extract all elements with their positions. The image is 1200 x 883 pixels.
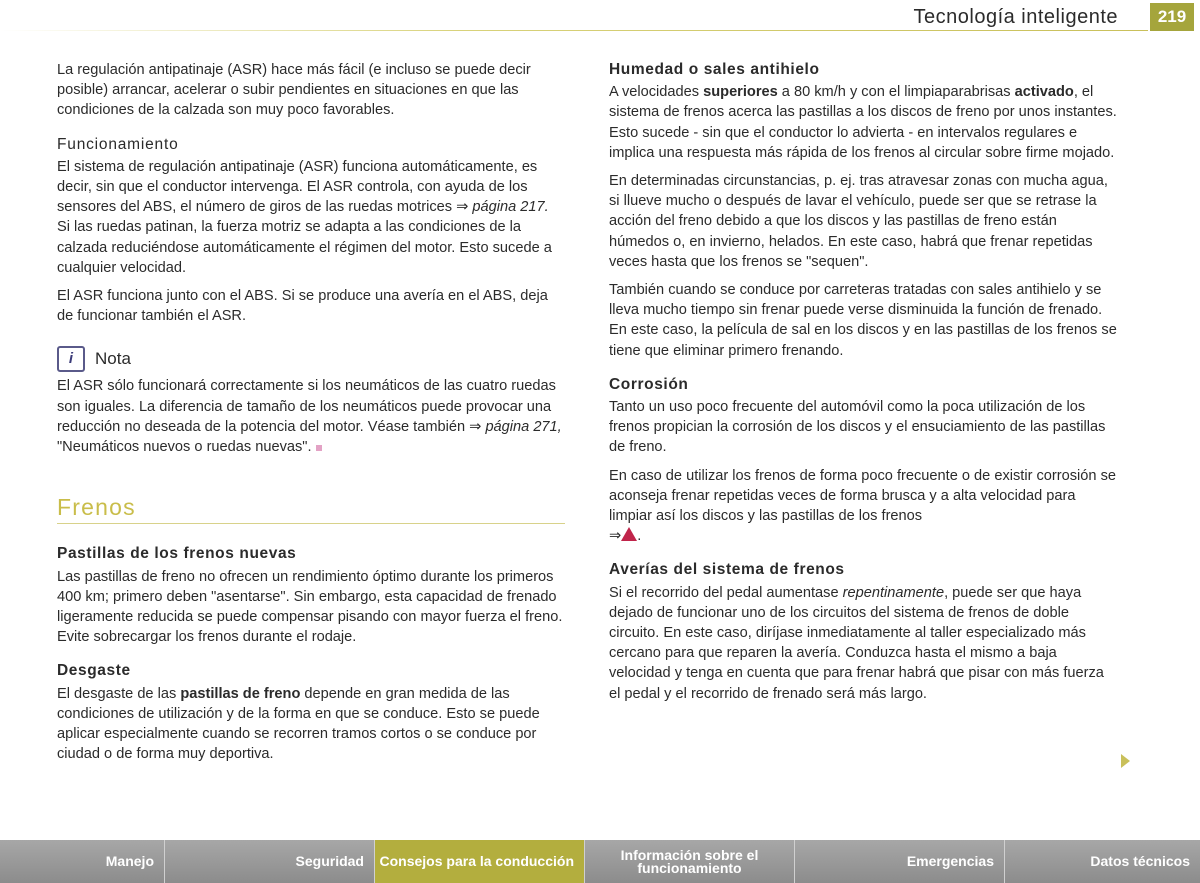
- note-header: [57, 346, 565, 372]
- frenos-divider: [57, 523, 565, 524]
- tab-datos-tecnicos[interactable]: Datos técnicos: [1090, 853, 1190, 869]
- text-span: Si el recorrido del pedal aumentase: [609, 584, 843, 601]
- warning-icon[interactable]: [621, 527, 637, 541]
- funcionamiento-heading: Funcionamiento: [57, 135, 179, 153]
- text-span: El desgaste de las: [57, 685, 181, 702]
- bold-term: superiores: [703, 84, 778, 101]
- corrosion-paragraph-2: En caso de utilizar los frenos de forma poco frecuente o de existir corrosión se aconseja frenar repetidas veces de forma brusca y a alta velocidad para limpiar así los discos y las pastillas de los frenos ⇒ .: [609, 467, 1116, 545]
- intro-paragraph: La regulación antipatinaje (ASR) hace más fácil (e incluso se puede decir posible) arrancar, acelerar o subir pendientes en situaciones en que las condiciones de la calzada son muy poco favorables.: [57, 62, 531, 119]
- page-ref-link[interactable]: página 271,: [485, 418, 562, 435]
- text-span: Si las ruedas patinan, la fuerza motriz se adapta a las condiciones de la calzada reduciéndose automáticamente el régimen del motor. Esto sucede a cualquier velocidad.: [57, 219, 552, 276]
- humedad-heading: Humedad o sales antihielo: [609, 61, 820, 78]
- text-span: , el sistema de frenos acerca las pastillas a los discos de freno por unos instantes. Esto sucede - sin que el conductor lo advierta - en intervalos regulares e implica una respuesta más rápida de los frenos al circular sobre firme mojado.: [609, 84, 1117, 161]
- frenos-section-title: Frenos: [57, 494, 136, 521]
- averias-heading: Averías del sistema de frenos: [609, 561, 845, 579]
- section-title: Tecnología inteligente: [913, 6, 1118, 28]
- text-span: depende en gran medida de las condiciones de utilización y de la forma en que se conduce. Esto se puede aplicar especialmente cuando se recorren tramos cortos o se conduce por ciudad o de forma muy deportiva.: [57, 685, 540, 763]
- text-span: "Neumáticos nuevos o ruedas nuevas".: [57, 439, 312, 456]
- bold-term: pastillas de freno: [180, 685, 301, 702]
- note-title: Nota: [95, 349, 131, 369]
- desgaste-paragraph: [57, 684, 565, 765]
- text-span: A velocidades: [609, 84, 704, 101]
- continue-arrow-icon[interactable]: [1121, 754, 1130, 768]
- pastillas-paragraph: Las pastillas de freno no ofrecen un rendimiento óptimo durante los primeros 400 km; primero deben "asentarse". Sin embargo, esta capacidad de frenado ligeramente reducida se puede compensar pisando con mayor fuerza el freno. Evite sobrecargar los frenos durante el rodaje.: [57, 568, 563, 646]
- page-ref-link[interactable]: página 217.: [472, 199, 549, 216]
- tab-emergencias[interactable]: Emergencias: [795, 840, 1005, 883]
- italic-term: repentinamente: [842, 584, 945, 601]
- corrosion-heading: Corrosión: [609, 375, 689, 393]
- tab-seguridad[interactable]: Seguridad: [165, 840, 375, 883]
- text-span: , puede ser que haya dejado de funcionar uno de los circuitos del sistema de frenos de doble circuito. En este caso, diríjase inmediatamente al taller especializado más cercano para que reparen la avería. Conduzca hasta el mismo a baja velocidad y tenga en cuenta que para frenar habrá que pisar con más fuerza el pedal y el recorrido de frenado será más largo.: [609, 584, 1104, 702]
- right-column: [609, 60, 1119, 712]
- text-span: El ASR sólo funcionará correctamente si los neumáticos de las cuatro ruedas son iguales. La diferencia de tamaño de los neumáticos puede provocar una reducción no deseada de la potencia del motor. Véase también ⇒: [57, 378, 556, 435]
- humedad-paragraph-3: También cuando se conduce por carreteras tratadas con sales antihielo y se lleva mucho tiempo sin frenar puede verse disminuida la función de frenado. En este caso, la película de sal en los discos y en las pastillas de los frenos se tiene que eliminar primero frenando.: [609, 282, 1117, 359]
- pastillas-heading: Pastillas de los frenos nuevas: [57, 545, 297, 563]
- desgaste-heading: Desgaste: [57, 662, 131, 680]
- funcionamiento-paragraph-2: El ASR funciona junto con el ABS. Si se produce una avería en el ABS, deja de funcionar también el ASR.: [57, 288, 548, 325]
- left-column: [57, 60, 565, 772]
- header-divider: [0, 30, 1148, 31]
- text-span: a 80 km/h y con el limpiaparabrisas: [777, 84, 1015, 101]
- text-span: El sistema de regulación antipatinaje (ASR) funciona automáticamente, es decir, sin que el conductor intervenga. El ASR controla, con ayuda de los sensores del ABS, el número de giros de las ruedas motrices ⇒: [57, 158, 538, 216]
- tab-informacion-funcionamiento[interactable]: Información sobre el funcionamiento: [585, 840, 795, 883]
- text-span: En caso de utilizar los frenos de forma poco frecuente o de existir corrosión se aconseja frenar repetidas veces de forma brusca y a alta velocidad para limpiar así los discos y las pastillas de los frenos: [609, 467, 1116, 525]
- tab-manejo[interactable]: Manejo: [0, 840, 165, 883]
- chapter-nav: [0, 840, 1200, 883]
- end-marker-icon: [316, 445, 322, 451]
- arrow-glyph: ⇒: [609, 528, 622, 545]
- funcionamiento-paragraph: [57, 157, 565, 278]
- corrosion-paragraph-1: Tanto un uso poco frecuente del automóvil como la poca utilización de los frenos propician la corrosión de los discos y el ensuciamiento de las pastillas de freno.: [609, 399, 1106, 456]
- humedad-paragraph-1: [609, 82, 1119, 163]
- note-paragraph: [57, 376, 565, 457]
- page-number: 219: [1150, 3, 1194, 31]
- tab-consejos-conduccion[interactable]: Consejos para la conducción: [375, 840, 585, 883]
- bold-term: activado: [1014, 84, 1074, 101]
- averias-paragraph: [609, 583, 1119, 704]
- humedad-paragraph-2: En determinadas circunstancias, p. ej. tras atravesar zonas con mucha agua, si llueve mucho o después de lavar el vehículo, puede ser que se retrase la acción del freno debido a que los discos y las pastillas de freno están húmedos o, en invierno, helados. En este caso, habrá que frenar repetidas veces hasta que los frenos se "sequen".: [609, 173, 1108, 270]
- info-icon: i: [57, 346, 85, 372]
